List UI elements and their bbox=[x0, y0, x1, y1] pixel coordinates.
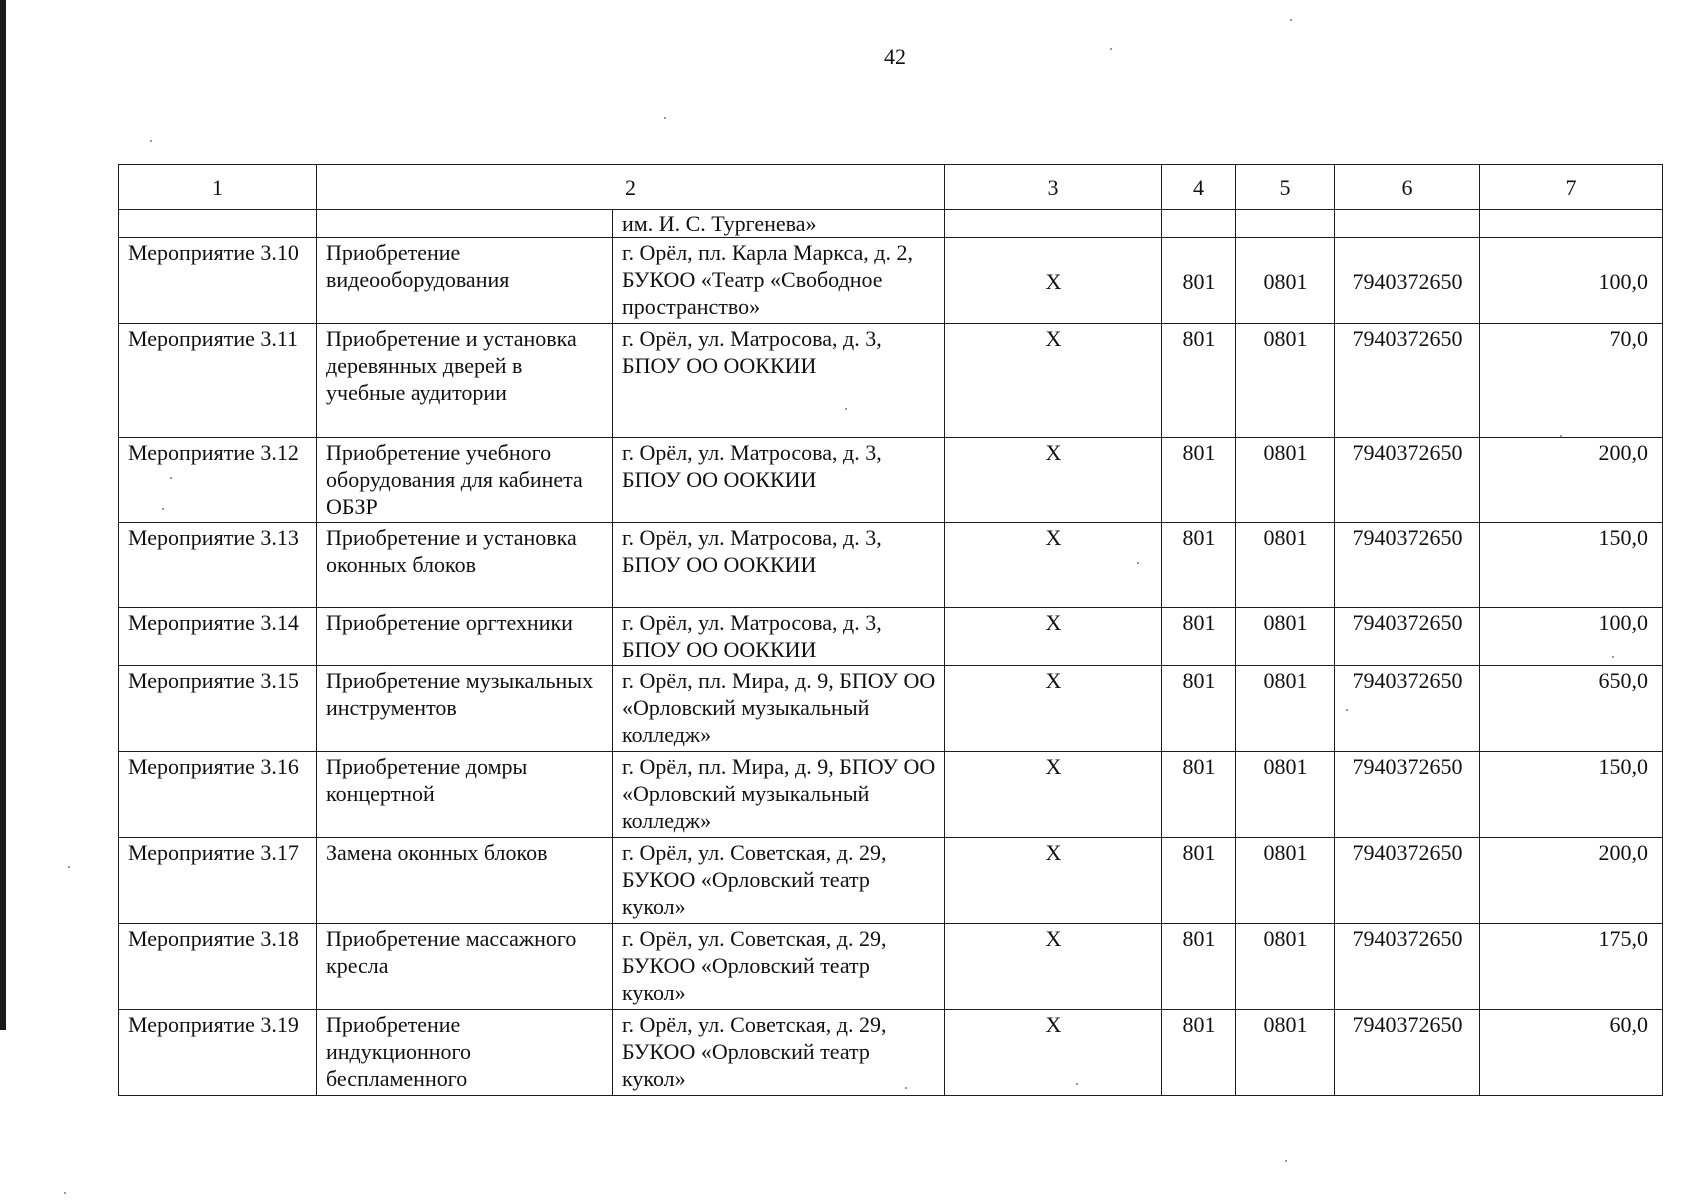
table-body bbox=[119, 165, 1663, 1096]
col4-cell: 801 bbox=[1162, 238, 1236, 324]
header-cell: 4 bbox=[1162, 165, 1236, 210]
header-cell: 3 bbox=[945, 165, 1162, 210]
col7-cell: 650,0 bbox=[1480, 666, 1663, 752]
scan-edge bbox=[0, 0, 6, 1030]
measure-cell: Мероприятие 3.15 bbox=[119, 666, 317, 752]
scan-speck bbox=[1285, 1160, 1287, 1162]
description-cell: Приобретение домры концертной bbox=[317, 752, 613, 838]
scan-speck bbox=[1612, 656, 1614, 658]
table-row bbox=[119, 238, 1663, 324]
description-cell: Приобретение оргтехники bbox=[317, 608, 613, 666]
scan-speck bbox=[1110, 48, 1112, 50]
col6-cell: 7940372650 bbox=[1335, 1010, 1480, 1096]
measure-cell: Мероприятие 3.17 bbox=[119, 838, 317, 924]
scan-speck bbox=[68, 866, 70, 868]
empty-cell bbox=[1335, 210, 1480, 238]
col3-cell: Х bbox=[945, 438, 1162, 523]
description-cell: Приобретение массажного кресла bbox=[317, 924, 613, 1010]
col5-cell: 0801 bbox=[1236, 608, 1335, 666]
scan-speck bbox=[1346, 709, 1348, 711]
col7-cell: 150,0 bbox=[1480, 523, 1663, 608]
header-cell: 1 bbox=[119, 165, 317, 210]
empty-cell bbox=[1236, 210, 1335, 238]
col4-cell: 801 bbox=[1162, 752, 1236, 838]
scan-speck bbox=[170, 477, 172, 479]
col3-cell: Х bbox=[945, 523, 1162, 608]
col3-cell: Х bbox=[945, 324, 1162, 438]
col7-cell: 100,0 bbox=[1480, 608, 1663, 666]
scan-speck bbox=[1137, 562, 1139, 564]
description-cell: Приобретение индукционного беспламенного bbox=[317, 1010, 613, 1096]
scan-speck bbox=[1076, 1083, 1078, 1085]
measure-cell: Мероприятие 3.14 bbox=[119, 608, 317, 666]
table-row bbox=[119, 1010, 1663, 1096]
address-cell: г. Орёл, пл. Мира, д. 9, БПОУ ОО «Орловский музыкальный колледж» bbox=[613, 752, 945, 838]
col5-cell: 0801 bbox=[1236, 1010, 1335, 1096]
header-cell: 7 bbox=[1480, 165, 1663, 210]
col6-cell: 7940372650 bbox=[1335, 438, 1480, 523]
col5-cell: 0801 bbox=[1236, 666, 1335, 752]
measure-cell: Мероприятие 3.18 bbox=[119, 924, 317, 1010]
measure-cell: Мероприятие 3.10 bbox=[119, 238, 317, 324]
scan-speck bbox=[905, 1087, 907, 1089]
col3-cell: Х bbox=[945, 666, 1162, 752]
table-row bbox=[119, 438, 1663, 523]
scan-speck bbox=[64, 1192, 66, 1194]
empty-cell bbox=[1162, 210, 1236, 238]
measure-cell: Мероприятие 3.11 bbox=[119, 324, 317, 438]
col5-cell: 0801 bbox=[1236, 924, 1335, 1010]
empty-cell bbox=[119, 210, 317, 238]
table-row bbox=[119, 523, 1663, 608]
col7-cell: 100,0 bbox=[1480, 238, 1663, 324]
col5-cell: 0801 bbox=[1236, 752, 1335, 838]
scan-speck bbox=[664, 117, 666, 119]
col4-cell: 801 bbox=[1162, 1010, 1236, 1096]
col3-cell: Х bbox=[945, 838, 1162, 924]
col4-cell: 801 bbox=[1162, 608, 1236, 666]
empty-cell bbox=[317, 210, 613, 238]
address-cell: им. И. С. Тургенева» bbox=[613, 210, 945, 238]
address-cell: г. Орёл, пл. Карла Маркса, д. 2, БУКОО «Театр «Свободное пространство» bbox=[613, 238, 945, 324]
scan-speck bbox=[162, 508, 164, 510]
col6-cell: 7940372650 bbox=[1335, 924, 1480, 1010]
description-cell: Приобретение учебного оборудования для кабинета ОБЗР bbox=[317, 438, 613, 523]
measure-cell: Мероприятие 3.16 bbox=[119, 752, 317, 838]
header-row bbox=[119, 165, 1663, 210]
measure-cell: Мероприятие 3.19 bbox=[119, 1010, 317, 1096]
header-cell: 5 bbox=[1236, 165, 1335, 210]
header-cell: 2 bbox=[317, 165, 945, 210]
address-cell: г. Орёл, пл. Мира, д. 9, БПОУ ОО «Орловский музыкальный колледж» bbox=[613, 666, 945, 752]
col5-cell: 0801 bbox=[1236, 523, 1335, 608]
scan-speck bbox=[150, 140, 152, 142]
col7-cell: 175,0 bbox=[1480, 924, 1663, 1010]
col3-cell: Х bbox=[945, 752, 1162, 838]
table-row bbox=[119, 752, 1663, 838]
col6-cell: 7940372650 bbox=[1335, 838, 1480, 924]
page-number: 42 bbox=[884, 44, 906, 69]
address-cell: г. Орёл, ул. Матросова, д. 3, БПОУ ОО ООККИИ bbox=[613, 324, 945, 438]
col5-cell: 0801 bbox=[1236, 838, 1335, 924]
address-cell: г. Орёл, ул. Матросова, д. 3, БПОУ ОО ООККИИ bbox=[613, 523, 945, 608]
col4-cell: 801 bbox=[1162, 324, 1236, 438]
col6-cell: 7940372650 bbox=[1335, 666, 1480, 752]
col6-cell: 7940372650 bbox=[1335, 324, 1480, 438]
col5-cell: 0801 bbox=[1236, 324, 1335, 438]
description-cell: Приобретение музыкальных инструментов bbox=[317, 666, 613, 752]
scan-speck bbox=[845, 408, 847, 410]
col4-cell: 801 bbox=[1162, 438, 1236, 523]
col7-cell: 150,0 bbox=[1480, 752, 1663, 838]
description-cell: Замена оконных блоков bbox=[317, 838, 613, 924]
empty-cell bbox=[1480, 210, 1663, 238]
empty-cell bbox=[945, 210, 1162, 238]
col6-cell: 7940372650 bbox=[1335, 752, 1480, 838]
table-row bbox=[119, 324, 1663, 438]
col4-cell: 801 bbox=[1162, 666, 1236, 752]
col4-cell: 801 bbox=[1162, 523, 1236, 608]
col3-cell: Х bbox=[945, 924, 1162, 1010]
col3-cell: Х bbox=[945, 608, 1162, 666]
col3-cell: Х bbox=[945, 238, 1162, 324]
col6-cell: 7940372650 bbox=[1335, 238, 1480, 324]
address-cell: г. Орёл, ул. Советская, д. 29, БУКОО «Орловский театр кукол» bbox=[613, 838, 945, 924]
budget-measures-table bbox=[118, 164, 1663, 1096]
col3-cell: Х bbox=[945, 1010, 1162, 1096]
col4-cell: 801 bbox=[1162, 924, 1236, 1010]
table-row bbox=[119, 666, 1663, 752]
address-cell: г. Орёл, ул. Советская, д. 29, БУКОО «Орловский театр кукол» bbox=[613, 1010, 945, 1096]
description-cell: Приобретение и установка деревянных дверей в учебные аудитории bbox=[317, 324, 613, 438]
col7-cell: 200,0 bbox=[1480, 438, 1663, 523]
col4-cell: 801 bbox=[1162, 838, 1236, 924]
address-cell: г. Орёл, ул. Советская, д. 29, БУКОО «Орловский театр кукол» bbox=[613, 924, 945, 1010]
continuation-row bbox=[119, 210, 1663, 238]
col6-cell: 7940372650 bbox=[1335, 523, 1480, 608]
header-cell: 6 bbox=[1335, 165, 1480, 210]
address-cell: г. Орёл, ул. Матросова, д. 3, БПОУ ОО ООККИИ bbox=[613, 438, 945, 523]
address-cell: г. Орёл, ул. Матросова, д. 3, БПОУ ОО ООККИИ bbox=[613, 608, 945, 666]
table-row bbox=[119, 838, 1663, 924]
table-row bbox=[119, 608, 1663, 666]
table-row bbox=[119, 924, 1663, 1010]
col7-cell: 60,0 bbox=[1480, 1010, 1663, 1096]
description-cell: Приобретение видеооборудования bbox=[317, 238, 613, 324]
description-cell: Приобретение и установка оконных блоков bbox=[317, 523, 613, 608]
col6-cell: 7940372650 bbox=[1335, 608, 1480, 666]
col7-cell: 200,0 bbox=[1480, 838, 1663, 924]
col5-cell: 0801 bbox=[1236, 438, 1335, 523]
measure-cell: Мероприятие 3.12 bbox=[119, 438, 317, 523]
measure-cell: Мероприятие 3.13 bbox=[119, 523, 317, 608]
scan-speck bbox=[1560, 435, 1562, 437]
col7-cell: 70,0 bbox=[1480, 324, 1663, 438]
scan-speck bbox=[1290, 19, 1292, 21]
col5-cell: 0801 bbox=[1236, 238, 1335, 324]
